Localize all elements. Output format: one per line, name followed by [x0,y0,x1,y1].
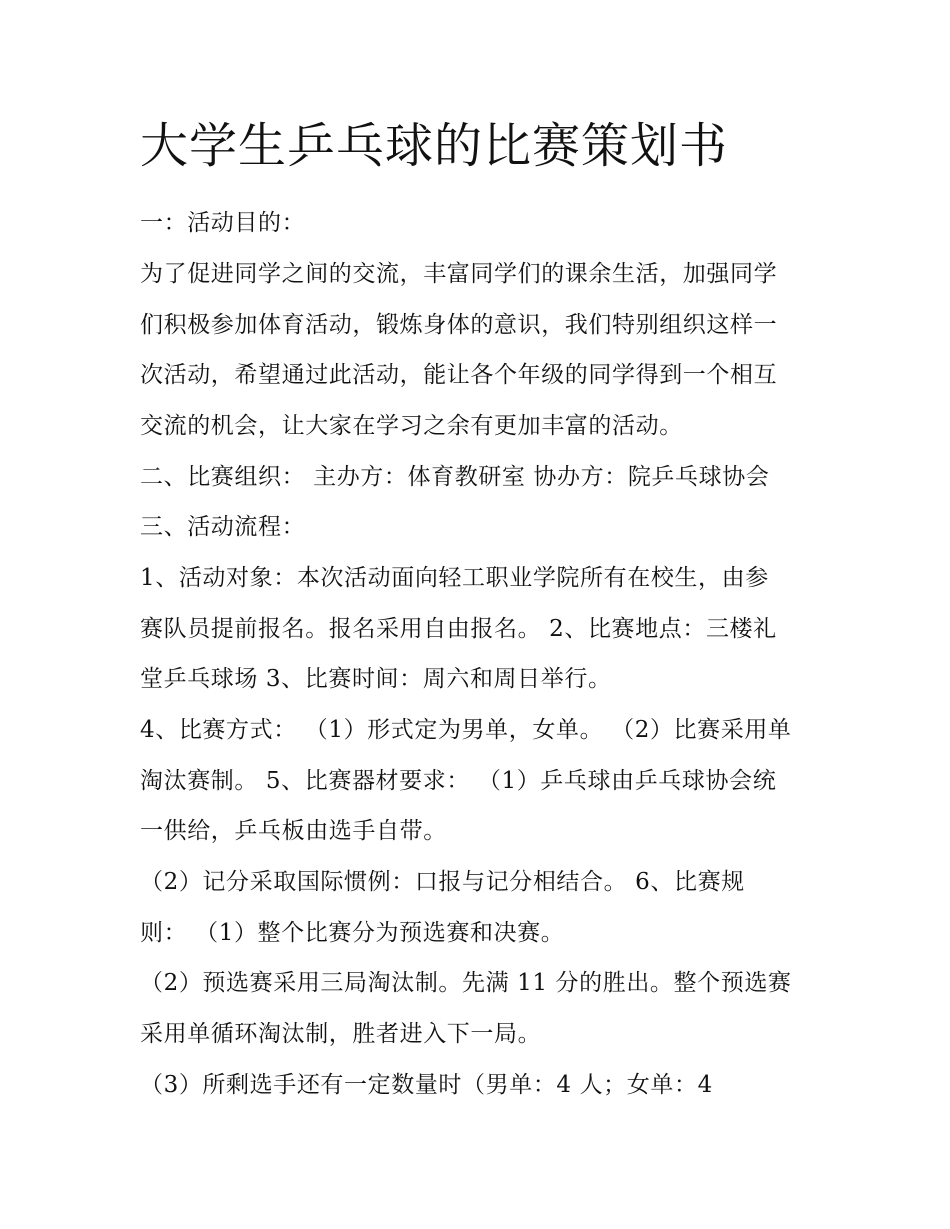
paragraph-line: 赛队员提前报名。报名采用自由报名。 2、比赛地点：三楼礼 [140,616,777,642]
section-heading-process: 三、活动流程： [140,514,306,540]
section-heading-purpose: 一：活动目的： [140,210,306,236]
paragraph-line: 一供给，乒乓板由选手自带。 [140,818,447,844]
paragraph-line: 采用单循环淘汰制，胜者进入下一局。 [140,1021,542,1047]
paragraph-line: 则： （1）整个比赛分为预选赛和决赛。 [140,920,565,946]
paragraph-line: 次活动，希望通过此活动，能让各个年级的同学得到一个相互 [140,362,778,388]
paragraph-line: 4、比赛方式： （1）形式定为男单，女单。 （2）比赛采用单 [140,717,792,743]
paragraph-line: 交流的机会，让大家在学习之余有更加丰富的活动。 [140,413,683,439]
paragraph-line: 淘汰赛制。 5、比赛器材要求： （1）乒乓球由乒乓球协会统 [140,768,777,794]
paragraph-line: 堂乒乓球场 3、比赛时间：周六和周日举行。 [140,666,612,692]
paragraph-line: 为了促进同学之间的交流，丰富同学们的课余生活，加强同学 [140,261,778,287]
section-heading-organization: 二、比赛组织： 主办方：体育教研室 协办方：院乒乓球协会 [140,464,770,490]
document-title: 大学生乒乓球的比赛策划书 [140,118,729,174]
paragraph-line: （3）所剩选手还有一定数量时（男单：4 人；女单：4 [140,1072,713,1098]
paragraph-line: （2）预选赛采用三局淘汰制。先满 11 分的胜出。整个预选赛 [140,970,792,996]
paragraph-line: 们积极参加体育活动，锻炼身体的意识，我们特别组织这样一 [140,312,778,338]
paragraph-line: （2）记分采取国际惯例：口报与记分相结合。 6、比赛规 [140,869,745,895]
paragraph-line: 1、活动对象：本次活动面向轻工职业学院所有在校生，由参 [140,565,769,591]
